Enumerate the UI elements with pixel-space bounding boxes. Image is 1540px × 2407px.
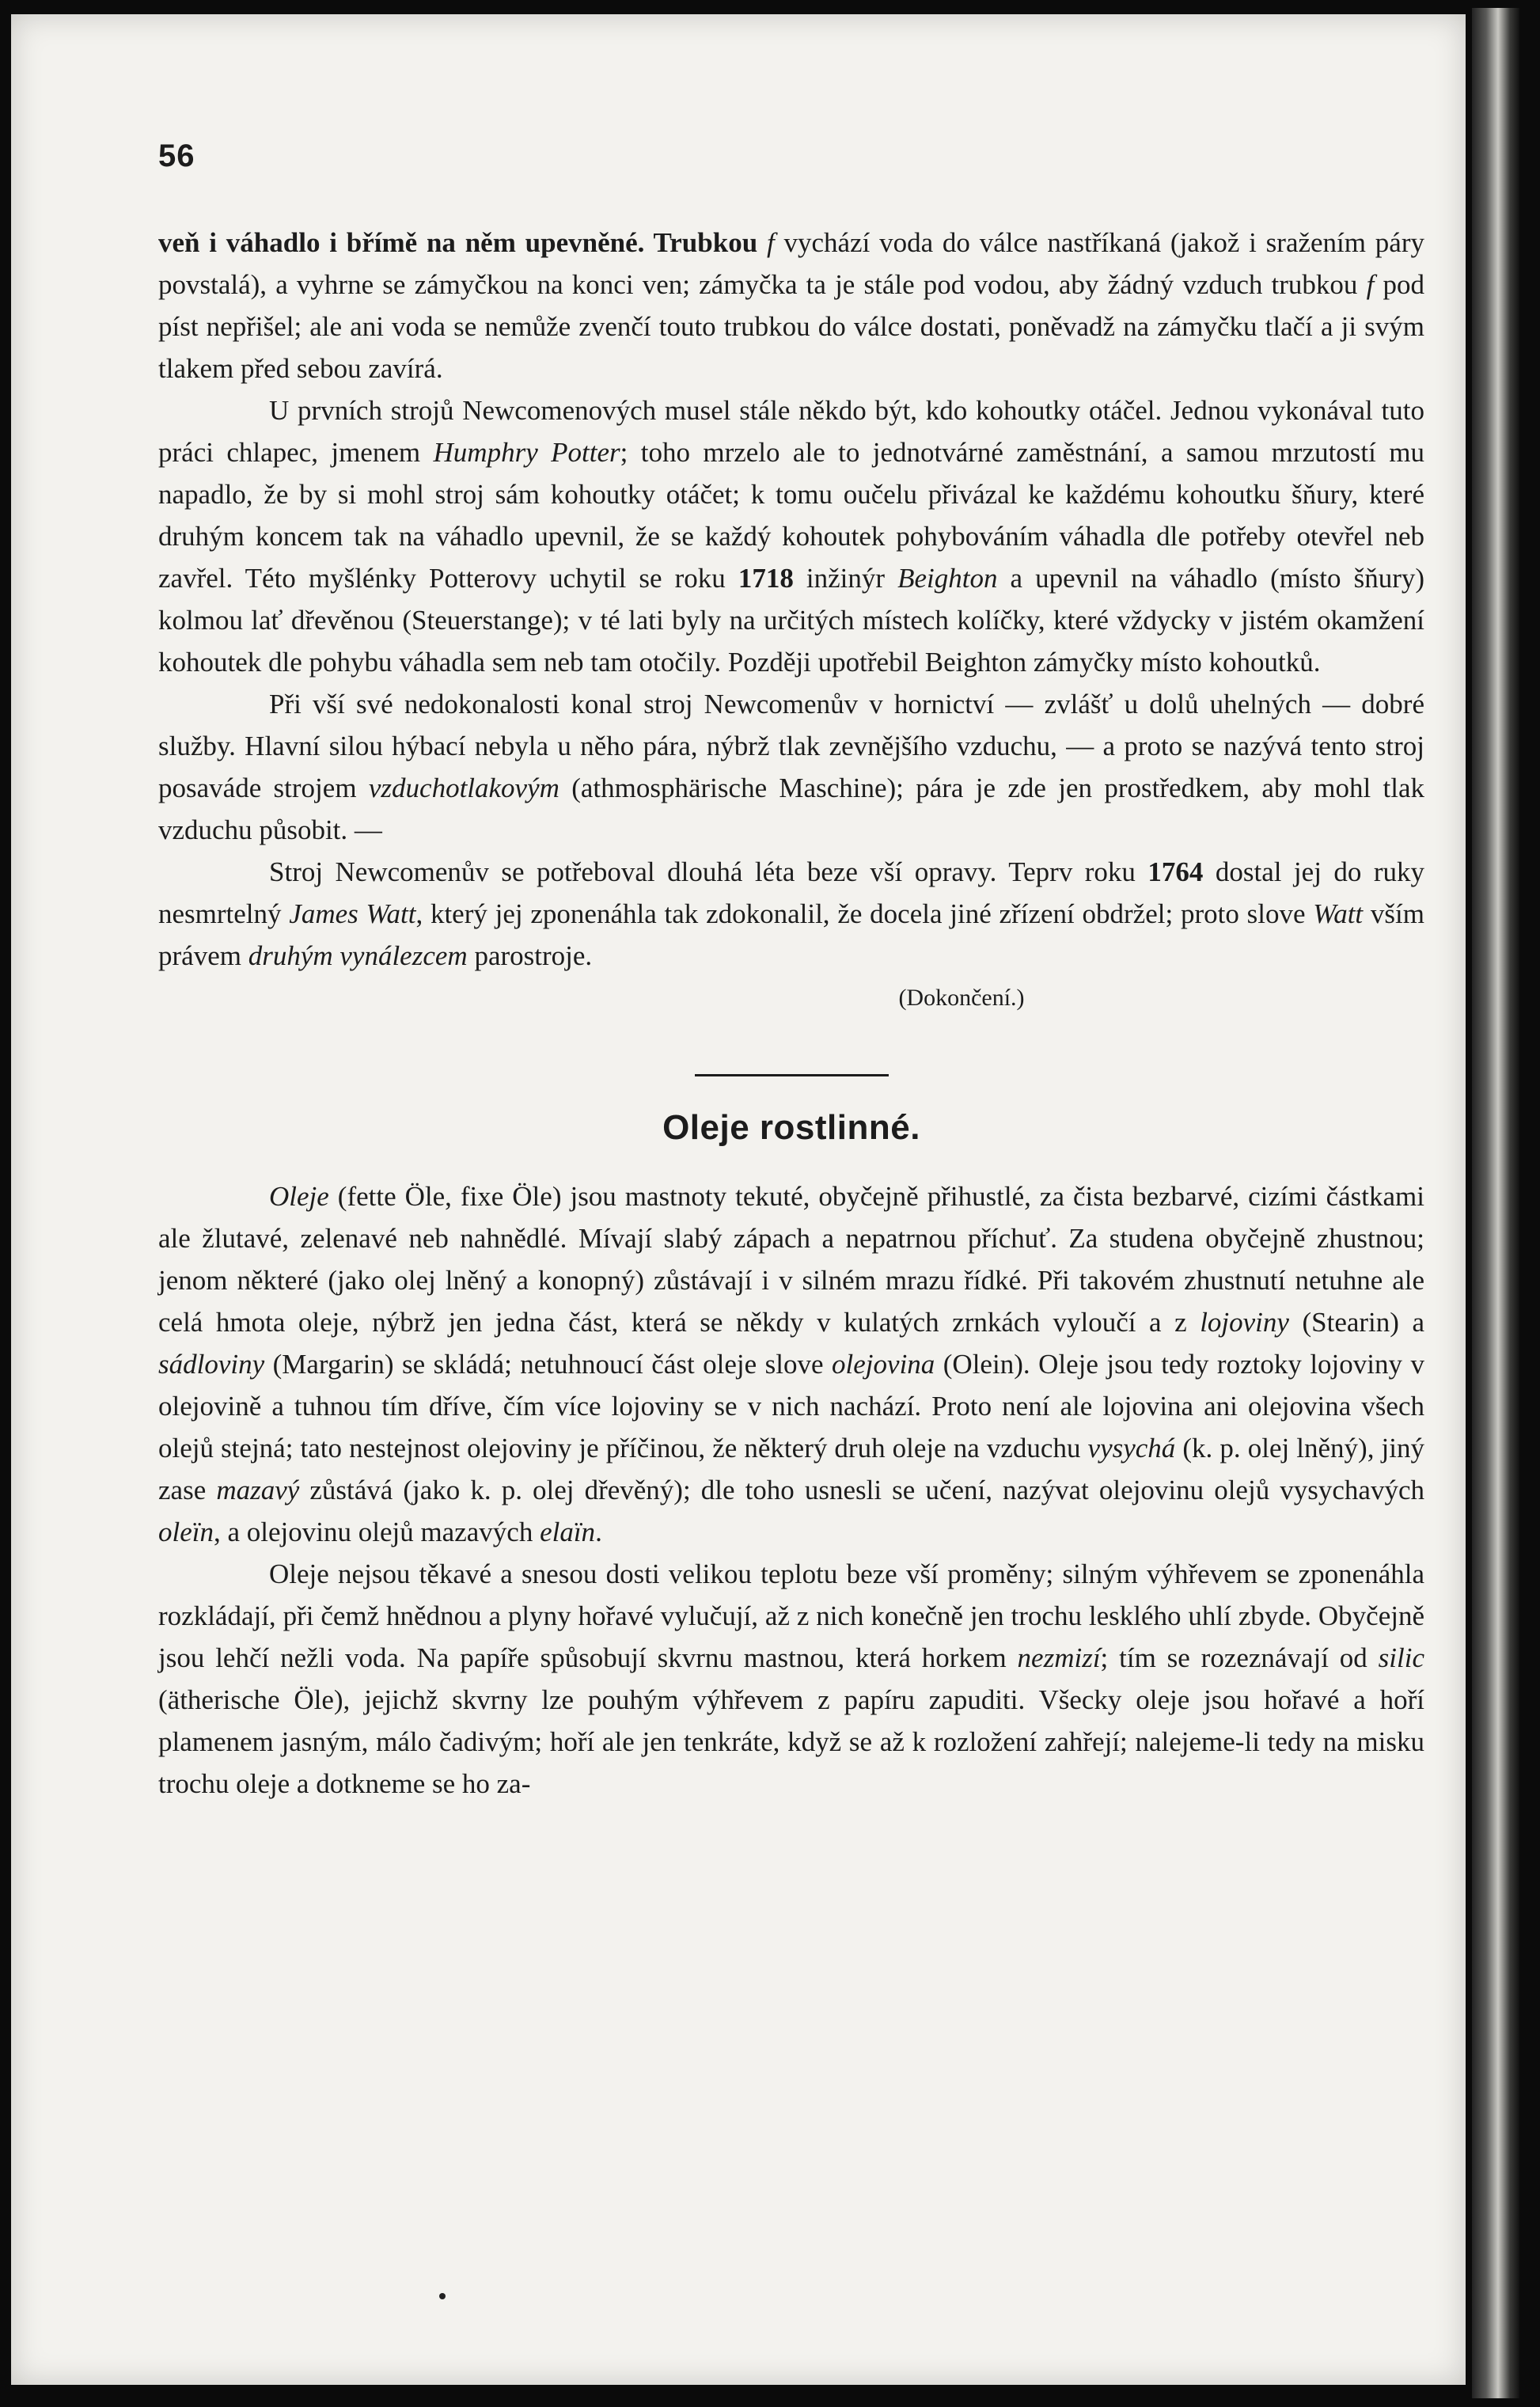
text-run-italic: f — [766, 227, 775, 258]
text-run-italic: James Watt — [289, 898, 416, 929]
text-run: dostal jej do ruky nesmrtelný — [158, 856, 1424, 929]
text-run: vychází voda do válce nastříkaná (jakož i sražením páry povstalá), a vyhrne se zámyčkou na konci ven; zámyčka ta je stále pod vodou, aby žádný vzduch trubkou — [158, 227, 1424, 300]
text-run-italic: vzduchotlakovým — [368, 773, 559, 803]
paragraph-oils — [158, 1175, 1424, 1553]
text-run: Oleje nejsou těkavé a snesou dosti velikou teplotu beze vší proměny; silným výhřevem se zponenáhla rozkládají, při čemž hnědnou a plyny hořavé vylučují, až z nich konečně jen trochu lesklého uhlí zbyde. Obyčejně jsou lehčí nežli voda. Na papíře spůsobují skvrnu mastnou, která horkem — [158, 1558, 1424, 1673]
text-run: (Margarin) se skládá; netuhnoucí část oleje slove — [264, 1349, 833, 1380]
section-title: Oleje rostlinné. — [662, 1108, 920, 1147]
text-run: Při vší své nedokonalosti konal stroj Newcomenův v hornictví — zvlášť u dolů uhelných — dobré služby. Hlavní silou hýbací nebyla u něho pára, nýbrž tlak zevnějšího vzduchu, — a proto se nazývá tento stroj posaváde strojem — [158, 689, 1424, 803]
text-run-italic: f — [1366, 269, 1375, 300]
year-1718: 1718 — [738, 563, 794, 594]
section-divider — [695, 1074, 889, 1076]
text-run: (Olein). Oleje jsou tedy roztoky lojoviny v olejovině a tuhnou tím dříve, čím více lojoviny se v nich nachází. Proto není ale lojovina ani olejovina všech olejů stejná; tato nestejnost olejoviny je příčinou, že některý druh oleje na vzduchu — [158, 1349, 1424, 1464]
paragraph-potter — [158, 389, 1424, 683]
text-run: zůstává (jako k. p. olej dřevěný); dle toho usnesli se učení, nazývat olejovinu olejů vysychavých — [299, 1475, 1424, 1505]
text-run: Stroj Newcomenův se potřeboval dlouhá léta beze vší opravy. Teprv roku — [269, 856, 1148, 887]
paragraph-newcomen — [158, 683, 1424, 851]
text-run: , a olejovinu olejů mazavých — [213, 1517, 541, 1547]
text-run: (Stearin) a — [1288, 1307, 1425, 1338]
text-run-italic: olejovina — [832, 1349, 935, 1380]
text-run: parostroje. — [467, 940, 593, 971]
end-note: (Dokončení.) — [898, 985, 1025, 1011]
text-run-italic: mazavý — [216, 1475, 300, 1505]
text-run: (athmosphärische Maschine); pára je zde jen prostředkem, aby mohl tlak vzduchu působit. — — [158, 773, 1424, 845]
paragraph-continuation — [158, 222, 1424, 389]
text-run: U prvních strojů Newcomenových musel stále někdo být, kdo kohoutky otáčel. Jednou vykonával tuto práci chlapec, jmenem — [158, 395, 1424, 468]
body-text — [158, 222, 1424, 1805]
text-run: . — [595, 1517, 602, 1547]
text-run: , který jej zponenáhla tak zdokonalil, že docela jiné zřízení obdržel; proto slove — [415, 898, 1314, 929]
year-1764: 1764 — [1147, 856, 1204, 887]
text-run: inžinýr — [793, 563, 898, 594]
text-run-italic: nezmizí — [1017, 1642, 1101, 1673]
text-run: (fette Öle, fixe Öle) jsou mastnoty tekuté, obyčejně přihustlé, za čista bezbarvé, cizími částkami ale žlutavé, zelenavé neb nahnědlé. Mívají slabý zápach a nepatrnou příchuť. Za studena obyčejně zhustnou; jenom některé (jako olej lněný a konopný) zůstávají i v silném mrazu řídké. Při takovém zhustnutí netuhne ale celá hmota oleje, nýbrž jen jedna část, která se někdy v kulatých zrnkách vyloučí a z — [158, 1181, 1424, 1338]
text-run: a upevnil na váhadlo (místo šňury) kolmou lať dřevěnou (Steuerstange); v té lati byly na určitých místech kolíčky, které vždycky v jistém okamžení kohoutek dle pohybu váhadla sem neb tam otočily. Později upotřebil Beighton zámyčky místo kohoutků. — [158, 563, 1425, 678]
text-run-italic: Oleje — [269, 1181, 329, 1212]
text-run: (ätherische Öle), jejichž skvrny lze pouhým výhřevem z papíru zapuditi. Všecky oleje jsou hořavé a hoří plamenem jasným, málo čadivým; hoří ale jen tenkráte, když se až k rozložení zahřejí; nalejeme-li tedy na misku trochu oleje a dotkneme se ho za- — [158, 1684, 1424, 1799]
text-run: veň i váhadlo i břímě na něm upevněné. Trubkou — [158, 227, 767, 258]
book-edge — [1472, 8, 1519, 2398]
text-run-italic: elaïn — [540, 1517, 596, 1547]
text-run: (k. p. olej lněný), jiný zase — [158, 1433, 1424, 1505]
text-run-italic: oleïn — [158, 1517, 214, 1547]
text-run-italic: vysychá — [1087, 1433, 1176, 1464]
paragraph-oil-properties — [158, 1553, 1424, 1805]
print-speck — [439, 2293, 446, 2299]
text-run-italic: lojoviny — [1200, 1307, 1289, 1338]
text-run: pod píst nepřišel; ale ani voda se nemůže zvenčí touto trubkou do válce dostati, poněvadž na zámyčku tlačí a ji svým tlakem před sebou zavírá. — [158, 269, 1425, 384]
text-run-italic: druhým vynálezcem — [248, 940, 468, 971]
text-run-italic: silic — [1378, 1642, 1424, 1673]
text-run: vším právem — [158, 898, 1424, 971]
paragraph-watt — [158, 851, 1424, 977]
text-run: ; tím se rozeznávají od — [1100, 1642, 1379, 1673]
text-run-italic: Watt — [1313, 898, 1364, 929]
text-run-italic: sádloviny — [158, 1349, 265, 1380]
text-run: ; toho mrzelo ale to jednotvárné zaměstnání, a samou mrzutostí mu napadlo, že by si mohl stroj sám kohoutky otáčet; k tomu oučelu přivázal ke každému kohoutku šňury, které druhým koncem tak na váhadlo upevnil, že se každý kohoutek pohybováním váhadla dle potřeby otevřel neb zavřel. Této myšlénky Potterovy uchytil se roku — [158, 437, 1424, 594]
page-number: 56 — [158, 139, 195, 173]
text-run-italic: Beighton — [897, 563, 998, 594]
text-run-italic: Humphry Potter — [433, 437, 620, 468]
